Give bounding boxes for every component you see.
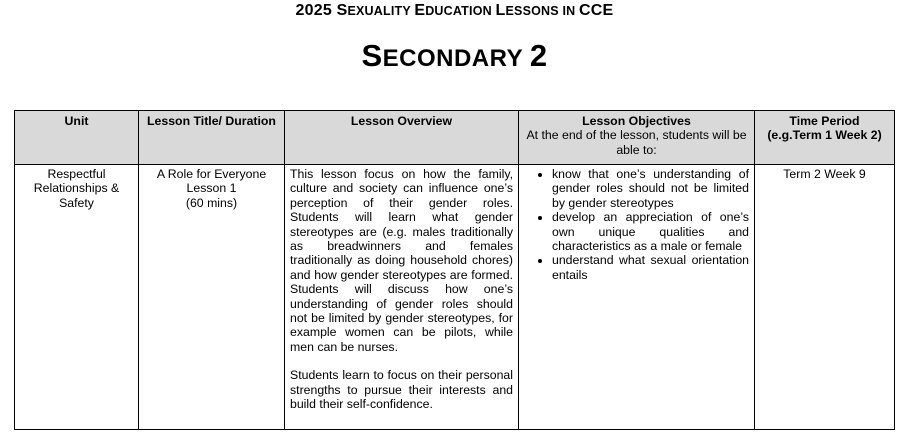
subtitle-part-big: S [361,38,383,73]
cell-overview [285,165,519,430]
objective-item: • understand what sexual orientation entails [552,253,749,282]
title-part-small: DUCATION [425,4,496,18]
title-part-small: EXUALITY [347,4,415,18]
subtitle-part-small: ECONDARY [382,45,530,72]
lessons-table [14,110,895,430]
header-period-label: Time Period [789,114,860,128]
table-row [15,165,895,430]
overview-paragraph: Students learn to focus on their personal strengths to pursue their interests and build their self-confidence. [290,368,513,412]
subtitle-part-big: 2 [529,38,548,73]
header-objectives-label: Lesson Objectives [582,114,691,128]
overview-paragraph: This lesson focus on how the family, culture and society can influence one’s perception of their gender roles. Students will learn what gender stereotypes are (e.g. males traditionally as breadwinners and females traditionally as doing household chores) and how gender stereotypes are formed. Students will discuss how one’s understanding of gender roles should not be limited by gender stereotypes, for example women can be pilots, while men can be nurses. [290,167,513,354]
title-part-big: L [495,2,506,19]
title-part-big: E [414,2,426,19]
title-part-big: 2025 S [295,2,348,19]
header-unit: Unit [15,111,139,165]
document-subtitle [0,38,909,74]
cell-lesson-title [139,165,285,430]
lesson-duration: (60 mins) [185,195,238,210]
cell-unit: Respectful Relationships & Safety [15,165,139,430]
header-period-sub: (e.g.Term 1 Week 2) [767,128,882,143]
cell-objectives [519,165,755,430]
document-title [0,2,909,20]
objective-item: • develop an appreciation of one’s own unique qualities and characteristics as a male or female [552,210,749,253]
table-header-row [15,111,895,165]
lesson-title: A Role for Everyone [156,167,267,181]
header-period [755,111,895,165]
title-part-small: ESSONS IN [505,4,580,18]
objectives-list [524,167,749,282]
header-objectives [519,111,755,165]
header-objectives-sub: At the end of the lesson, students will be able to: [526,128,747,157]
lesson-number: Lesson 1 [186,181,237,196]
cell-period: Term 2 Week 9 [755,165,895,430]
title-part-big: CCE [579,2,614,19]
objective-item: • know that one’s understanding of gender roles should not be limited by gender stereotypes [552,167,749,210]
header-lesson-title: Lesson Title/ Duration [139,111,285,165]
header-overview: Lesson Overview [285,111,519,165]
